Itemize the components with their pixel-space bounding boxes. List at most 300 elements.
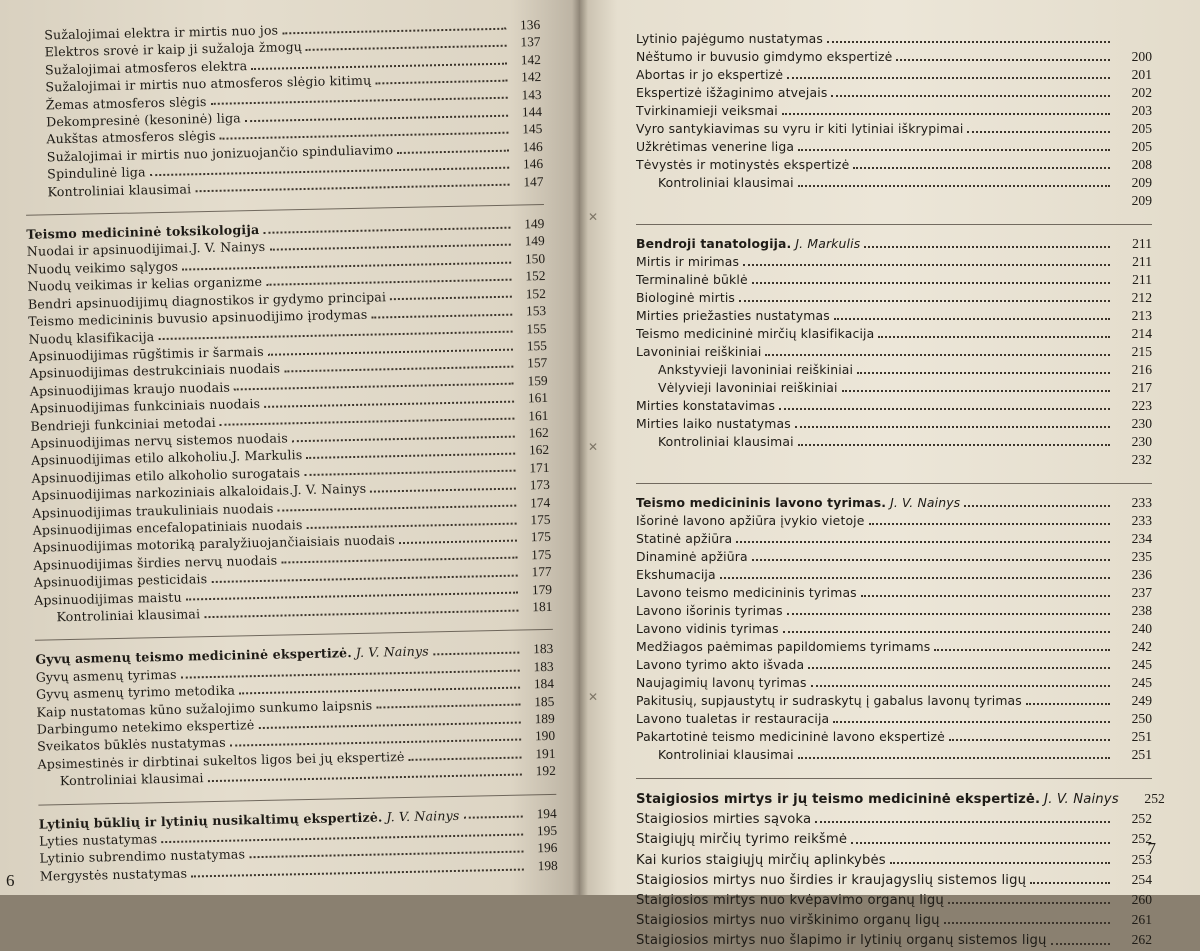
toc-page-number: 213 — [1131, 308, 1152, 323]
toc-page-number: 143 — [521, 86, 542, 103]
toc-entry-title: Mergystės nustatymas — [39, 865, 188, 884]
toc-chapter-heading — [636, 789, 1165, 809]
dot-leader — [390, 296, 512, 301]
toc-entry-title: Ankstyvieji lavoniniai reiškiniai — [658, 362, 854, 377]
toc-author: J. V. Nainys — [1044, 792, 1119, 807]
toc-entry-title: Kontroliniai klausimai — [47, 180, 192, 200]
toc-entry-title-wrap — [636, 120, 963, 138]
toc-entry-title: Bendri apsinuodijimų diagnostikos ir gydymo principai — [27, 288, 387, 312]
toc-page-number: 261 — [1131, 912, 1152, 928]
toc-entry-title: Abortas ir jo ekspertizė — [636, 67, 784, 82]
toc-page-number: 237 — [1131, 585, 1152, 600]
dot-leader — [433, 652, 519, 656]
toc-entry-title-wrap — [636, 494, 960, 512]
toc-entry-title: Staigiosios mirtys nuo šlapimo ir lytinių organų sistemos ligų — [636, 933, 1047, 949]
dot-leader — [1030, 882, 1110, 884]
toc-page-number: 147 — [523, 173, 544, 190]
toc-entry-title: Bendrieji funkciniai metodai — [30, 414, 217, 434]
toc-entry-title: Lytinio subrendimo nustatymas — [39, 846, 246, 867]
toc-page-number: 196 — [537, 840, 558, 856]
toc-page-number: 175 — [531, 546, 552, 563]
toc-entry-title-wrap — [636, 512, 865, 530]
toc-entry-title-wrap — [636, 810, 811, 829]
toc-entry-title: Lavono vidinis tyrimas — [636, 621, 779, 636]
toc-entry-title: Mirties laiko nustatymas — [636, 416, 791, 431]
toc-entry — [636, 451, 1152, 469]
toc-entry-title-wrap — [636, 548, 748, 566]
toc-entry-title: Ekshumacija — [636, 567, 716, 582]
dot-leader — [948, 902, 1110, 904]
dot-leader — [281, 557, 517, 564]
toc-page-number: 215 — [1131, 344, 1152, 359]
toc-author: J. V. Nainys — [192, 239, 266, 256]
dot-leader — [1026, 703, 1110, 705]
toc-entry — [636, 379, 1152, 397]
toc-entry — [636, 850, 1152, 870]
dot-leader — [268, 348, 513, 355]
toc-entry-title: Sužalojimai ir mirtis nuo atmosferos slėgio kitimų — [45, 72, 372, 95]
toc-entry — [636, 343, 1152, 361]
toc-entry-title: Medžiagos paėmimas papildomiems tyrimams — [636, 639, 931, 654]
toc-page-number: 242 — [1131, 639, 1152, 654]
dot-leader — [208, 773, 522, 782]
toc-entry-title: Aukštas atmosferos slėgis — [46, 128, 216, 147]
toc-page-number: 251 — [1131, 747, 1152, 762]
toc-entry — [636, 930, 1152, 950]
toc-page-number: 161 — [528, 407, 549, 423]
toc-entry-title: Tvirkinamieji veiksmai — [636, 103, 778, 118]
toc-entry-title: Apsinuodijimas traukuliniais nuodais — [32, 500, 274, 521]
toc-page-number: 155 — [526, 337, 548, 354]
dot-leader — [827, 41, 1110, 43]
toc-entry-title: Elektros srovė ir kaip ji sužaloja žmogų — [44, 39, 303, 60]
toc-entry-title-wrap — [34, 605, 200, 626]
toc-entry-title: Lytinių būklių ir lytinių nusikaltimų ekspertizė. — [38, 809, 383, 832]
dot-leader — [376, 704, 520, 709]
toc-entry-title-wrap — [636, 30, 823, 48]
toc-entry — [636, 120, 1152, 138]
toc-page-number: 212 — [1131, 290, 1152, 305]
toc-entry-title-wrap — [636, 343, 761, 361]
toc-page-number: 190 — [534, 728, 556, 744]
toc-entry-title-wrap — [636, 746, 794, 764]
toc-entry-title: Kontroliniai klausimai — [59, 770, 204, 789]
toc-page-number: 149 — [524, 233, 545, 249]
toc-entry-title-wrap — [636, 415, 791, 433]
dot-leader — [269, 244, 510, 251]
toc-entry-title-wrap — [636, 433, 794, 451]
toc-entry — [636, 656, 1152, 674]
toc-page-number: 240 — [1131, 621, 1152, 636]
toc-entry-title: Terminalinė būklė — [636, 272, 748, 287]
toc-entry-title-wrap — [636, 638, 930, 656]
dot-leader — [934, 649, 1110, 651]
dot-leader — [890, 862, 1110, 864]
toc-entry-title-wrap — [636, 235, 860, 253]
toc-entry-title-wrap — [636, 674, 807, 692]
dot-leader — [743, 264, 1110, 266]
toc-entry-title-wrap — [636, 891, 944, 910]
toc-page-number: 201 — [1131, 67, 1152, 82]
toc-entry-title-wrap — [636, 271, 748, 289]
toc-entry — [636, 809, 1152, 829]
toc-page-number: 249 — [1131, 693, 1152, 708]
toc-entry-title: Mirties priežasties nustatymas — [636, 308, 830, 323]
toc-entry — [636, 674, 1152, 692]
toc-entry-title-wrap — [636, 530, 732, 548]
toc-entry-title: Užkrėtimas venerine liga — [636, 139, 795, 154]
toc-page-number: 211 — [1132, 272, 1152, 287]
toc-section — [636, 778, 1165, 951]
toc-entry-title-wrap — [636, 931, 1047, 950]
toc-page-number: 152 — [525, 285, 546, 302]
toc-entry-title: Lyties nustatymas — [39, 831, 158, 849]
toc-entry-title: Statinė apžiūra — [636, 531, 733, 546]
toc-entry-title-wrap — [636, 138, 794, 156]
toc-chapter-heading — [636, 494, 1152, 512]
toc-entry-title-wrap — [636, 584, 857, 602]
section-divider — [636, 778, 1152, 779]
toc-page-number: 208 — [1131, 157, 1152, 172]
toc-entry-title: Staigiųjų mirčių tyrimo reikšmė — [636, 832, 848, 848]
toc-page-number: 235 — [1131, 549, 1152, 564]
toc-entry-title: Nuodų veikimas ir kelias organizme — [27, 274, 263, 295]
dot-leader — [1051, 943, 1110, 945]
toc-page-number: 205 — [1131, 121, 1152, 136]
toc-entry-title-wrap — [636, 830, 847, 849]
dot-leader — [842, 390, 1110, 392]
toc-page-number: 234 — [1131, 531, 1152, 546]
dot-leader — [787, 613, 1110, 615]
toc-chapter-heading — [636, 235, 1152, 253]
toc-page-number: 252 — [1144, 791, 1165, 806]
dot-leader — [869, 523, 1110, 525]
dot-leader — [258, 721, 520, 728]
section-divider — [636, 483, 1152, 484]
right-page — [580, 0, 1200, 949]
toc-page-number: 214 — [1131, 326, 1152, 341]
toc-entry — [636, 30, 1152, 48]
toc-entry-title: Staigiosios mirtys nuo kvėpavimo organų ligų — [636, 893, 944, 909]
toc-entry — [636, 361, 1152, 379]
toc-entry — [636, 746, 1152, 764]
toc-entry-title: Darbingumo netekimo ekspertizė — [36, 717, 255, 737]
toc-page-number: 183 — [533, 641, 554, 657]
toc-page-number: 252 — [1131, 811, 1152, 827]
toc-entry-title: Apsinuodijimas etilo alkoholiu. — [31, 448, 233, 469]
toc-entry — [636, 66, 1152, 84]
toc-entry-title: Gyvų asmenų tyrimas — [35, 666, 177, 685]
dot-leader — [779, 408, 1110, 410]
toc-page-number: 194 — [536, 805, 557, 821]
toc-entry-title: Lavono teismo medicininis tyrimas — [636, 585, 857, 600]
dot-leader — [851, 842, 1110, 844]
toc-page-number: 175 — [530, 529, 552, 545]
toc-entry-title: Biologinė mirtis — [636, 290, 736, 305]
toc-page-number: 174 — [529, 494, 551, 510]
toc-entry — [636, 138, 1152, 156]
toc-page-number: 162 — [528, 424, 549, 441]
toc-page-number: 146 — [522, 138, 543, 155]
toc-entry-title-wrap — [636, 911, 940, 930]
toc-page-number: 185 — [534, 693, 555, 709]
toc-author: J. Markulis — [231, 447, 303, 464]
toc-section — [22, 16, 544, 201]
toc-page-number: 137 — [520, 34, 541, 50]
toc-entry-title: Pakitusių, supjaustytų ir sudraskytų į gabalus lavonų tyrimas — [636, 693, 1022, 708]
toc-entry — [636, 415, 1152, 433]
dot-leader — [782, 113, 1110, 115]
toc-entry — [636, 253, 1152, 271]
toc-entry-title: Lavono išorinis tyrimas — [636, 603, 783, 618]
toc-author: J. V. Nainys — [386, 807, 460, 825]
section-divider — [26, 204, 544, 216]
toc-entry — [636, 174, 1152, 192]
toc-page-number: 230 — [1131, 434, 1152, 449]
toc-entry-title: Apsinuodijimas širdies nervų nuodais — [33, 552, 278, 573]
toc-entry-title: Apsimestinės ir dirbtinai sukeltos ligos bei jų ekspertizė — [37, 748, 405, 772]
toc-entry-title-wrap — [636, 790, 1119, 809]
toc-entry-title-wrap — [636, 692, 1022, 710]
toc-page-number: 252 — [1131, 831, 1152, 847]
toc-entry — [636, 397, 1152, 415]
dot-leader — [266, 279, 511, 286]
toc-entry-title: Mirties konstatavimas — [636, 398, 776, 413]
toc-page-number: 260 — [1131, 892, 1152, 908]
toc-entry-title-wrap — [636, 656, 804, 674]
toc-page-number: 245 — [1131, 675, 1152, 690]
toc-entry-title: Teismo medicininis lavono tyrimas. — [636, 495, 887, 510]
dot-leader — [371, 313, 512, 318]
dot-leader — [811, 685, 1110, 687]
dot-leader — [263, 226, 510, 233]
toc-entry-title: Tėvystės ir motinystės ekspertizė — [636, 157, 850, 172]
dot-leader — [409, 756, 522, 760]
toc-page-number: 236 — [1131, 567, 1152, 582]
toc-page-number: 179 — [531, 581, 553, 597]
toc-entry-title: Spindulinė liga — [47, 164, 146, 182]
toc-entry-title-wrap — [636, 728, 945, 746]
toc-page-number: 203 — [1131, 103, 1152, 118]
dot-leader — [853, 167, 1110, 169]
toc-page-number: 233 — [1131, 495, 1152, 510]
toc-entry — [636, 890, 1152, 910]
toc-entry-title-wrap — [38, 769, 204, 790]
toc-entry-title: Sužalojimai elektra ir mirtis nuo jos — [44, 22, 279, 43]
toc-entry-title-wrap — [636, 84, 827, 102]
toc-entry-title: Apsinuodijimas etilo alkoholio surogatais — [31, 464, 301, 486]
dot-leader — [861, 595, 1110, 597]
dot-leader — [964, 505, 1110, 507]
toc-entry-title: Staigiosios mirtys nuo virškinimo organų ligų — [636, 913, 940, 929]
toc-entry-title: Bendroji tanatologija. — [636, 236, 792, 251]
dot-leader — [375, 80, 507, 85]
toc-page-number: 198 — [537, 857, 558, 874]
toc-page-number: 254 — [1131, 871, 1152, 887]
dot-leader — [736, 541, 1110, 543]
toc-entry-title-wrap — [636, 174, 794, 192]
dot-leader — [798, 444, 1110, 446]
toc-entry-title: Kontroliniai klausimai — [56, 606, 201, 625]
toc-entry-title-wrap — [636, 253, 739, 271]
toc-page-number: 152 — [525, 268, 546, 284]
left-page-number: 6 — [6, 871, 15, 890]
toc-page-number: 173 — [529, 477, 550, 493]
toc-section — [26, 204, 553, 626]
toc-entry-title-wrap — [636, 361, 853, 379]
dot-leader — [864, 246, 1110, 248]
toc-entry-title: Gyvų asmenų teismo medicininė ekspertizė. — [35, 645, 352, 668]
toc-entry-title-wrap — [636, 851, 886, 870]
binding-mark: ✕ — [588, 690, 599, 704]
toc-entry-title-wrap — [636, 325, 874, 343]
toc-page-number: 144 — [521, 104, 543, 120]
toc-entry-title: Nuodai ir apsinuodijimai. — [26, 240, 193, 260]
toc-page-number: 217 — [1131, 380, 1152, 395]
toc-page-number: 142 — [521, 69, 542, 85]
toc-entry-title-wrap — [636, 379, 838, 397]
toc-entry-title-wrap — [636, 566, 716, 584]
toc-author: J. V. Nainys — [293, 480, 367, 498]
toc-entry-title: Sužalojimai atmosferos elektra — [44, 57, 248, 78]
toc-entry-title-wrap — [636, 710, 829, 728]
toc-entry-title: Lavono tualetas ir restauracija — [636, 711, 830, 726]
dot-leader — [204, 609, 518, 618]
toc-entry — [636, 433, 1152, 451]
toc-entry-title: Lavoniniai reiškiniai — [636, 344, 762, 359]
dot-leader — [739, 300, 1110, 302]
toc-entry-title: Lavono tyrimo akto išvada — [636, 657, 805, 672]
toc-page-number: 171 — [529, 459, 550, 476]
toc-entry — [636, 584, 1152, 602]
toc-page-number: 189 — [534, 710, 555, 727]
toc-page-number: 216 — [1131, 362, 1152, 377]
toc-section — [636, 483, 1152, 764]
toc-entry-title: Sužalojimai ir mirtis nuo jonizuojančio spinduliavimo — [46, 141, 394, 165]
toc-page-number: 162 — [528, 442, 550, 458]
toc-page-number: 205 — [1131, 139, 1152, 154]
toc-entry-title-wrap — [636, 66, 783, 84]
dot-leader — [284, 366, 513, 373]
toc-page-number: 191 — [535, 745, 556, 762]
toc-entry-title: Apsinuodijimas maistu — [33, 589, 182, 608]
dot-leader — [831, 95, 1110, 97]
toc-page-number: 223 — [1131, 398, 1152, 413]
toc-entry-title: Mirtis ir mirimas — [636, 254, 740, 269]
dot-leader — [306, 45, 507, 51]
toc-entry — [636, 102, 1152, 120]
toc-page-number: 245 — [1131, 657, 1152, 672]
dot-leader — [787, 77, 1110, 79]
toc-page-number: 233 — [1131, 513, 1152, 528]
toc-page-number: 181 — [532, 598, 553, 615]
dot-leader — [306, 453, 515, 459]
toc-entry-title: Išorinė lavono apžiūra įvykio vietoje — [636, 513, 865, 528]
dot-leader — [370, 487, 516, 492]
toc-page-number: 149 — [524, 216, 545, 232]
dot-leader — [808, 667, 1110, 669]
left-page — [0, 0, 580, 895]
toc-page-number: 150 — [524, 250, 546, 267]
dot-leader — [195, 184, 509, 193]
toc-page-number: 262 — [1131, 932, 1152, 948]
toc-entry-title: Apsinuodijimas pesticidais — [33, 571, 208, 590]
toc-page-number: 161 — [527, 390, 549, 406]
toc-entry-title: Apsinuodijimas motoriką paralyžiuojančiaisiais nuodais — [32, 532, 396, 556]
toc-entry-title: Kai kurios staigiųjų mirčių aplinkybės — [636, 852, 886, 868]
toc-entry — [636, 192, 1152, 210]
dot-leader — [878, 336, 1110, 338]
toc-section — [636, 224, 1152, 469]
toc-page-number: 175 — [530, 511, 551, 528]
toc-entry — [636, 530, 1152, 548]
dot-leader — [278, 505, 517, 512]
toc-entry-title: Apsinuodijimas encefalopatiniais nuodais — [32, 517, 303, 538]
dot-leader — [798, 149, 1110, 151]
toc-page-number: 153 — [525, 303, 547, 319]
toc-entry — [636, 728, 1152, 746]
toc-entry-title: Nuodų veikimo sąlygos — [27, 258, 179, 277]
toc-page-number: 177 — [531, 564, 552, 580]
toc-entry-title: Žemas atmosferos slėgis — [45, 93, 207, 112]
dot-leader — [833, 721, 1110, 723]
toc-page-number: 136 — [519, 16, 541, 33]
toc-entry-title: Nėštumo ir buvusio gimdymo ekspertizė — [636, 49, 893, 64]
toc-page-number: 192 — [535, 763, 556, 779]
toc-entry-title: Teismo medicininė toksikologija — [26, 221, 260, 242]
toc-entry-title-wrap — [25, 180, 191, 201]
dot-leader — [251, 62, 507, 69]
dot-leader — [765, 354, 1110, 356]
dot-leader — [815, 821, 1110, 823]
toc-section — [636, 30, 1152, 210]
toc-entry — [636, 325, 1152, 343]
toc-page-number: 145 — [522, 121, 543, 137]
toc-entry-title: Naujagimių lavonų tyrimas — [636, 675, 807, 690]
toc-page-number: 211 — [1132, 236, 1152, 251]
dot-leader — [397, 149, 509, 153]
dot-leader — [720, 577, 1110, 579]
toc-entry-title: Kaip nustatomas kūno sužalojimo sunkumo laipsnis — [36, 697, 373, 720]
toc-page-number: 183 — [533, 658, 554, 675]
toc-section — [35, 629, 556, 790]
toc-page-number: 202 — [1131, 85, 1152, 100]
toc-page-number: 146 — [522, 156, 544, 172]
dot-leader — [463, 816, 522, 819]
dot-leader — [834, 318, 1110, 320]
toc-entry — [636, 566, 1152, 584]
toc-entry-title: Teismo medicininė mirčių klasifikacija — [636, 326, 875, 341]
toc-entry-title: Ekspertizė išžaginimo atvejais — [636, 85, 828, 100]
toc-entry-title: Staigiosios mirtys ir jų teismo medicininė ekspertizė. — [636, 792, 1041, 807]
toc-entry — [636, 307, 1152, 325]
book-gutter — [572, 0, 588, 895]
toc-page-number: 200 — [1131, 49, 1152, 64]
right-page-number: 7 — [1147, 839, 1156, 858]
toc-entry-title: Teismo medicininis buvusio apsinuodijimo įrodymas — [28, 306, 368, 329]
dot-leader — [798, 185, 1110, 187]
toc-entry-title: Gyvų asmenų tyrimo metodika — [35, 682, 236, 702]
section-divider — [38, 793, 556, 805]
toc-entry-title: Apsinuodijimas kraujo nuodais — [29, 379, 231, 399]
dot-leader — [798, 757, 1110, 759]
toc-entry-title-wrap — [636, 289, 735, 307]
toc-entry-title: Kontroliniai klausimai — [658, 434, 794, 449]
left-toc-column — [22, 16, 558, 885]
toc-entry-title: Kontroliniai klausimai — [658, 175, 794, 190]
toc-page-number: 253 — [1131, 851, 1152, 867]
toc-page-number: 159 — [527, 372, 548, 389]
